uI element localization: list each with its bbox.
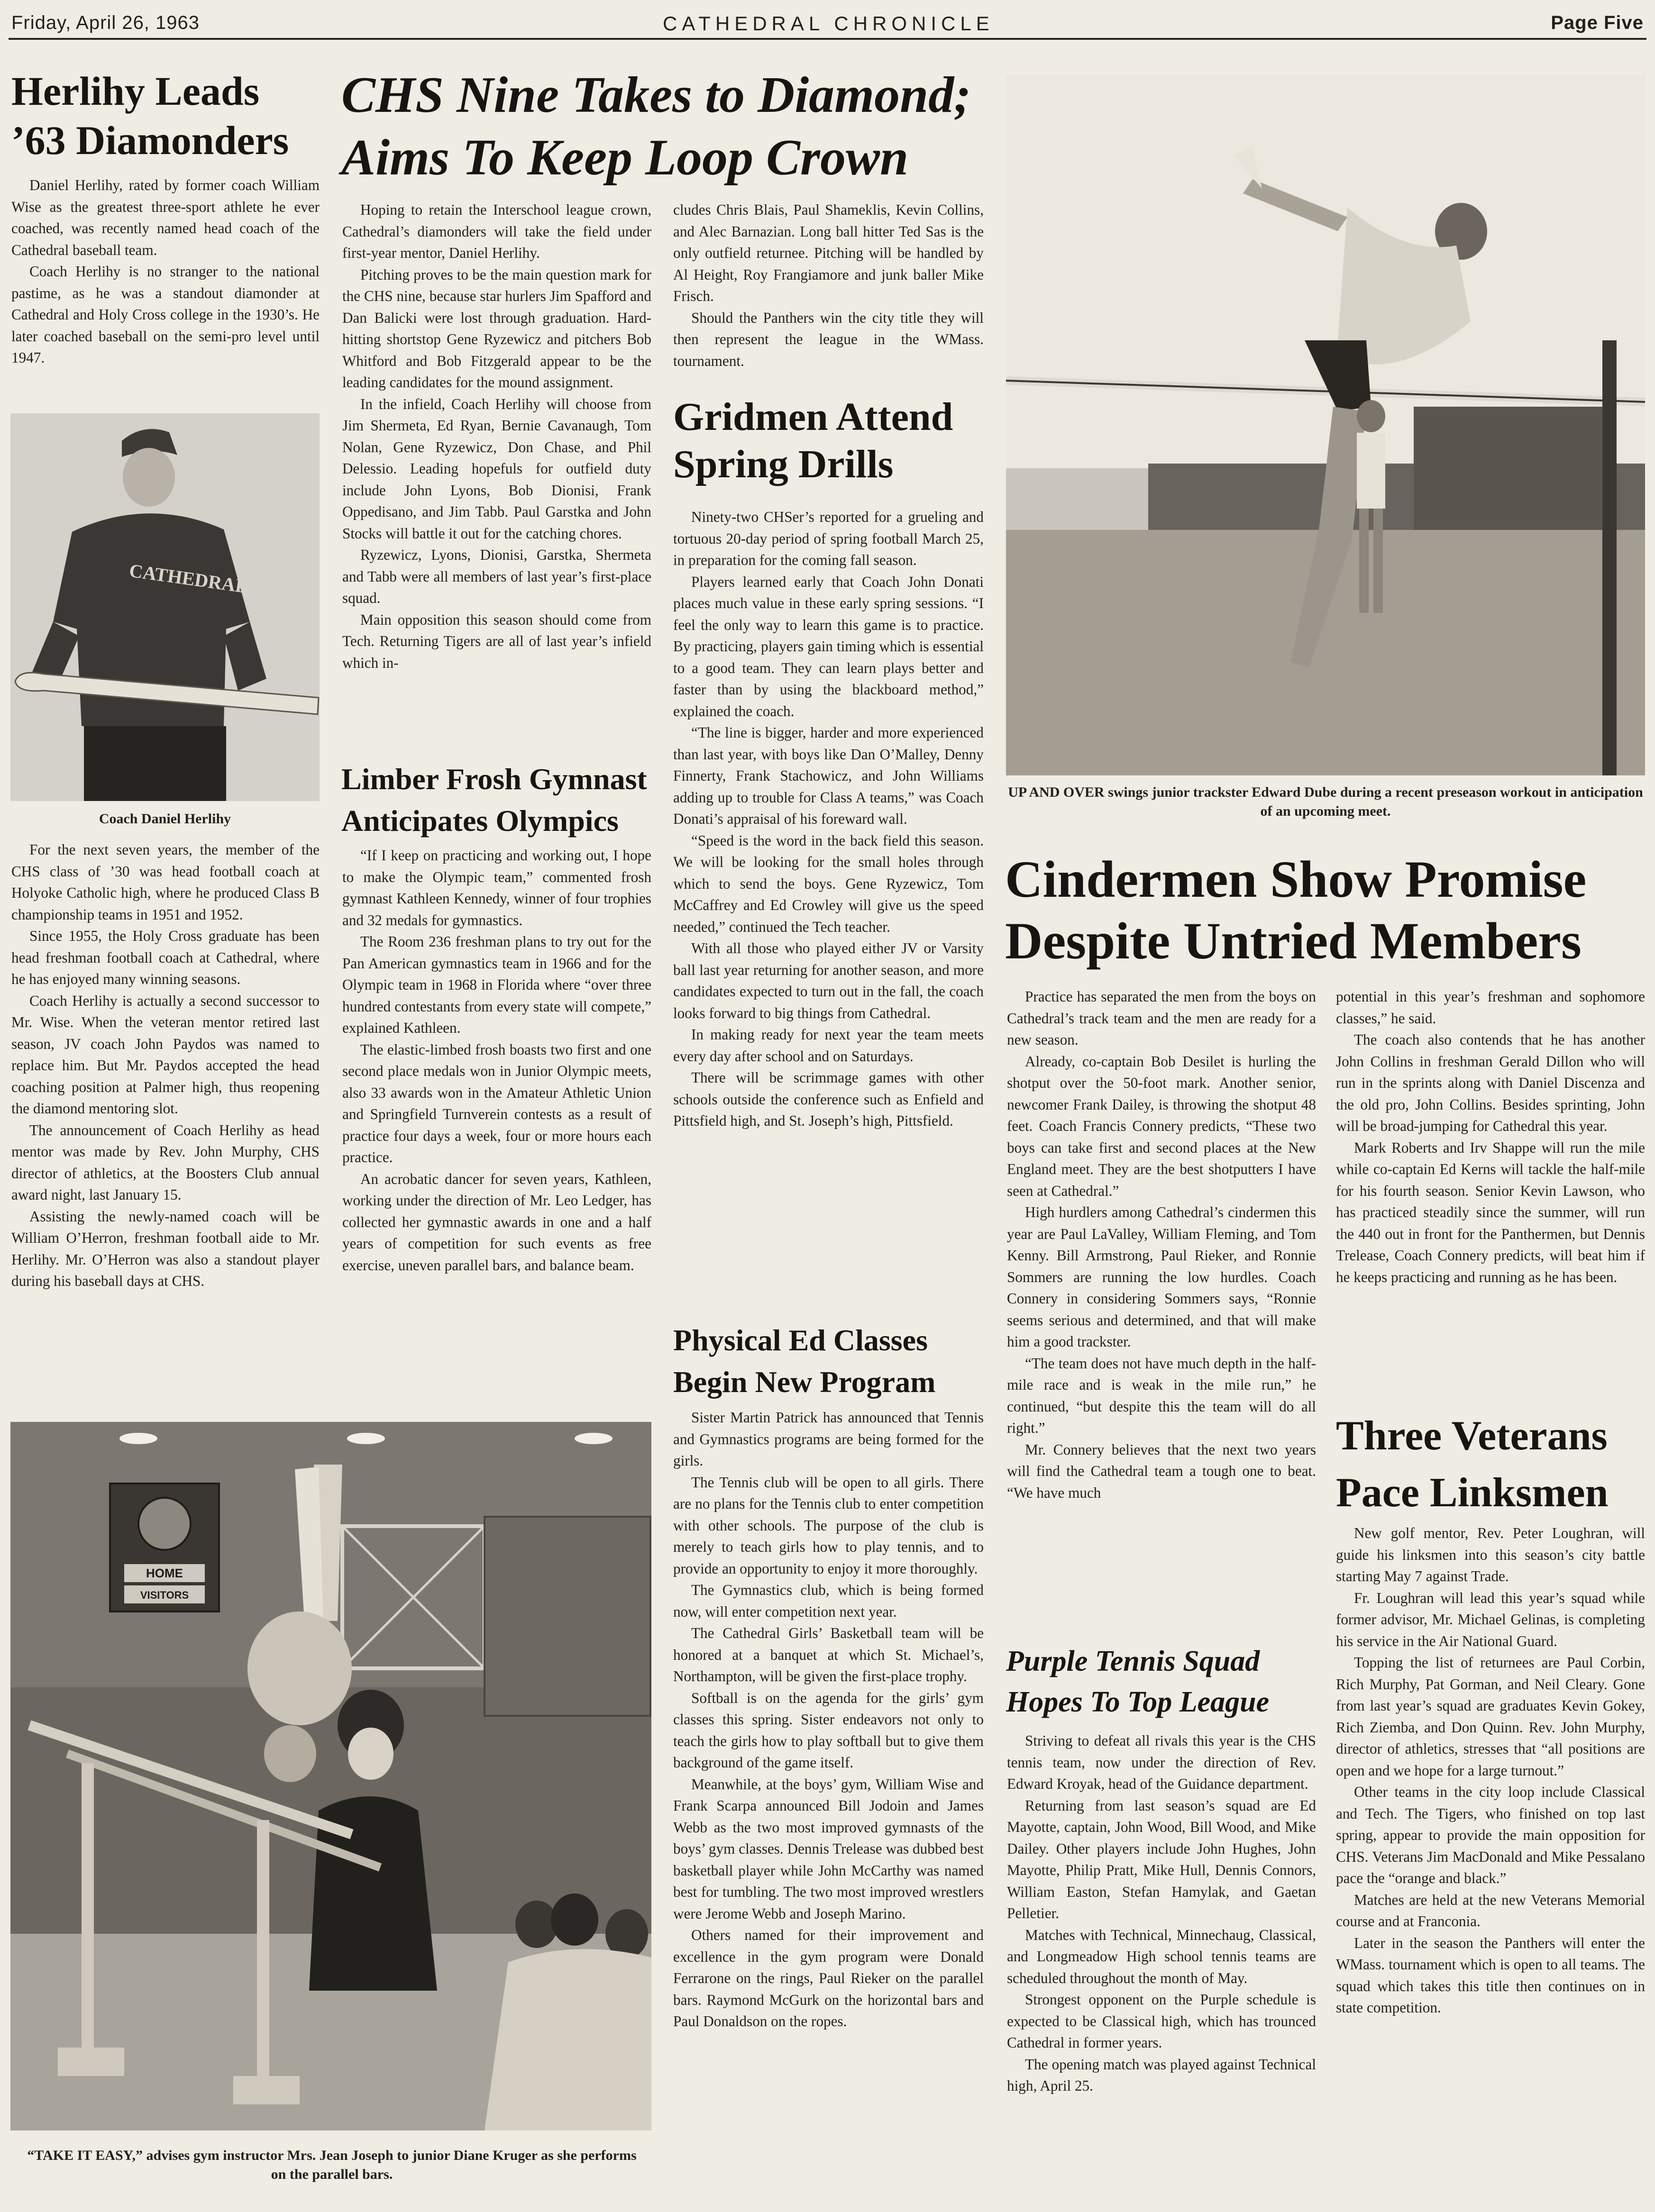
caption-high-jump: UP AND OVER swings junior trackster Edward Dube during a recent preseason workout in anticipation of an upcoming meet.: [1008, 784, 1643, 819]
article-limber-frosh: “If I keep on practicing and working out, I hope to make the Olympic team,” commented frosh gymnast Kathleen Kennedy, winner of four trophies and 32 medals for gymnastics. The Room 236 freshman plans to try out for the Pan American gymnastics team in 1966 and for the Olympic team in 1968 in Florida where “over three hundred contestants from every state will compete,” explained Kathleen. The elastic-limbed frosh boasts two first and one second place medals won in Junior Olympic meets, also 33 awards won in the Amateur Athletic Union and Springfield Turnverein contests as a result of practice four days a week, four or more hours each practice. An acrobatic dancer for seven years, Kathleen, working under the direction of Mr. Leo Ledger, has collected her gymnastic awards in one and a half years of competition for such events as free exercise, uneven parallel bars, and balance beam.: [342, 847, 651, 1274]
sweater-lettering: CATHEDRAL: [128, 559, 250, 598]
masthead: [9, 9, 1646, 40]
newspaper-name: CATHEDRAL CHRONICLE: [663, 12, 994, 35]
headline-gridmen: Gridmen Attend Spring Drills: [673, 395, 953, 486]
article-herlihy-body: For the next seven years, the member of the CHS class of ’30 was head football coach at Holyoke Catholic high, where he produced Class B championship teams in 1951 and 1952. Since 1955, the Holy Cross graduate has been head freshman football coach at Cathedral, where he has enjoyed many winning seasons. Coach Herlihy is actually a second successor to Mr. Wise. When the veteran mentor retired last season, JV coach John Paydos was named to replace him. But Mr. Paydos accepted the head coaching position at Palmer high, thus reopening the diamond mentoring slot. The announcement of Coach Herlihy as head mentor was made by Rev. John Murphy, CHS director of athletics, at the Boosters Club annual award night, last January 15. Assisting the newly-named coach will be William O’Herron, freshman football aide to Mr. Herlihy. Mr. O’Herron was also a standout player during his baseball days at CHS.: [11, 841, 320, 1289]
scoreboard: [110, 1484, 219, 1611]
article-physical-ed: Sister Martin Patrick has announced that Tennis and Gymnastics programs are being formed for the girls. The Tennis club will be open to all girls. There are no plans for the Tennis club to enter competition with other schools. The purpose of the club is merely to teach girls how to play tennis, and to provide an opportunity to enjoy it more thoroughly. The Gymnastics club, which is being formed now, will enter competition next year. The Cathedral Girls’ Basketball team will be honored at a banquet at which St. Michael’s, Northampton, will be given the first-place trophy. Softball is on the agenda for the girls’ gym classes this spring. Sister endeavors not only to teach the girls how to play softball but to give them background of the game itself. Meanwhile, at the boys’ gym, William Wise and Frank Scarpa announced Bill Jodoin and James Webb as the two most improved gymnasts of the boys’ gym classes. Dennis Trelease was dubbed best basketball player while John McCarthy was named best for tumbling. The two most improved wrestlers were Jerome Webb and Joseph Marino. Others named for their improvement and excellence in the gym program were Donald Ferrarone on the rings, Paul Rieker on the parallel bars. Raymond McGurk on the horizontal bars and Paul Donaldson on the ropes.: [673, 1409, 984, 2030]
caption-parallel-bars: “TAKE IT EASY,” advises gym instructor Mrs. Jean Joseph to junior Diane Kruger as she performs on the parallel bars.: [27, 2148, 637, 2182]
headline-physical-ed: Physical Ed Classes Begin New Program: [673, 1323, 936, 1399]
article-cindermen-col1: Practice has separated the men from the boys on Cathedral’s track team and the men are ready for a new season. Already, co-captain Bob Desilet is hurling the shotput over the 50-foot mark. Another senior, newcomer Frank Dailey, is throwing the shotput 48 feet. Coach Francis Connery predicts, “These two boys can take first and second places at the New England meet. They are the best shotputters I have seen at Cathedral.” High hurdlers among Cathedral’s cindermen this year are Paul LaValley, William Fleming, and Tom Kenny. Bill Armstrong, Paul Rieker, and Ronnie Sommers are running the low hurdles. Coach Connery in considering Sommers says, “Ronnie seems serious and determined, and that will make him a good trackster. “The team does not have much depth in the half-mile race and is weak in the mile run,” he continued, “but despite this the team will do all right.” Mr. Connery believes that the next two years will find the Cathedral team a tough one to beat. “We have much: [1007, 988, 1316, 1501]
article-cindermen-col2: potential in this year’s freshman and sophomore classes,” he said. The coach also contends that he has another John Collins in freshman Gerald Dillon who will run in the sprints along with Daniel Discenza and the old pro, John Collins. Besides sprinting, John will be broad-jumping for Cathedral this year. Mark Roberts and Irv Shappe will run the mile while co-captain Ed Kerns will tackle the half-mile for his fourth season. Senior Kevin Lawson, who has practiced steadily since the summer, will run the 440 out in front for the Panthermen, but Dennis Trelease, Coach Connery predicts, will beat him if he keeps practicing and running as he has been.: [1336, 988, 1645, 1285]
headline-chs-nine: CHS Nine Takes to Diamond; Aims To Keep Loop Crown: [341, 67, 971, 186]
issue-date: Friday, April 26, 1963: [11, 12, 200, 33]
headline-herlihy: Herlihy Leads ’63 Diamonders: [11, 68, 289, 163]
caption-herlihy-photo: Coach Daniel Herlihy: [99, 811, 231, 827]
photo-parallel-bars: [10, 1422, 651, 2130]
headline-cindermen: Cindermen Show Promise Despite Untried Members: [1005, 850, 1587, 970]
headline-tennis: Purple Tennis Squad Hopes To Top League: [1006, 1645, 1270, 1718]
svg-text:HOME: HOME: [146, 1566, 183, 1580]
svg-text:VISITORS: VISITORS: [140, 1589, 189, 1601]
headline-limber-frosh: Limber Frosh Gymnast Anticipates Olympics: [341, 762, 647, 837]
article-herlihy-intro: Daniel Herlihy, rated by former coach William Wise as the greatest three-sport athlete he ever coached, was recently named head coach of the Cathedral baseball team. Coach Herlihy is no stranger to the national pastime, as he was a standout diamonder at Cathedral and Holy Cross college in the 1930’s. He later coached baseball on the semi-pro level until 1947.: [11, 177, 320, 366]
article-chs-nine-col1: Hoping to retain the Interschool league crown, Cathedral’s diamonders will take the field under first-year mentor, Daniel Herlihy. Pitching proves to be the main question mark for the CHS nine, because star hurlers Jim Spafford and Dan Balicki were lost through graduation. Hard-hitting shortstop Gene Ryzewicz and pitchers Bob Whitford and Bob Fitzgerald appear to be the leading candidates for the mound assignment. In the infield, Coach Herlihy will choose from Jim Shermeta, Ed Ryan, Bernie Cavanaugh, Tom Nolan, Gene Ryzewicz, Don Chase, and Phil Delessio. Leading hopefuls for outfield duty include John Lyons, Bob Dionisi, Frank Oppedisano, and Jim Tabb. Paul Garstka and John Stocks will battle it out for the catching chores. Ryzewicz, Lyons, Dionisi, Garstka, Shermeta and Tabb were all members of last year’s first-place squad. Main opposition this season should come from Tech. Returning Tigers are all of last year’s infield which in-: [342, 201, 651, 671]
photo-coach-herlihy: [10, 413, 320, 801]
article-linksmen: New golf mentor, Rev. Peter Loughran, will guide his linksmen into this season’s city battle starting May 7 against Trade. Fr. Loughran will lead this year’s squad while former advisor, Mr. Michael Gelinas, is completing his service in the Air National Guard. Topping the list of returnees are Paul Corbin, Rich Murphy, Pat Gorman, and Neil Cleary. Gone from last year’s squad are graduates Kevin Gokey, Rich Ziemba, and Don Quinn. Rev. John Murphy, director of athletics, stresses that “all positions are open and we hope for a large turnout.” Other teams in the city loop include Classical and Tech. The Tigers, who finished on top last spring, appear to provide the main opposition for CHS. Veterans Jim MacDonald and Mike Pessalano pace the “orange and black.” Matches are held at the new Veterans Memorial course and at Franconia. Later in the season the Panthers will enter the WMass. tournament which is open to all teams. The squad which takes this title then continues on in state competition.: [1336, 1525, 1645, 2016]
article-gridmen: Ninety-two CHSer’s reported for a grueling and tortuous 20-day period of spring football March 25, in preparation for the coming fall season. Players learned early that Coach John Donati places much value in these early spring sessions. “I feel the only way to learn this game is to practice. By practicing, players gain timing which is essential to a good team. They can learn plays better and faster than by using the blackboard method,” explained the coach. “The line is bigger, harder and more experienced than last year, with boys like Dan O’Malley, Denny Finnerty, Frank Stachowicz, and John Williams adding up to trouble for Class A teams,” was Coach Donati’s appraisal of his foreward wall. “Speed is the word in the back field this season. We will be looking for the small holes through which to send the boys. Gene Ryzewicz, Tom McCaffrey and Ed Crowley will give us the speed needed,” continued the Tech teacher. With all those who played either JV or Varsity ball last year returning for another season, and more candidates expected to turn out in the fall, the coach looks forward to big things from Cathedral. In making ready for next year the team meets every day after school and on Saturdays. There will be scrimmage games with other schools outside the conference such as Enfield and Pittsfield high, and St. Joseph’s high, Pittsfield.: [673, 509, 984, 1129]
headline-linksmen: Three Veterans Pace Linksmen: [1336, 1413, 1609, 1516]
article-tennis: Striving to defeat all rivals this year is the CHS tennis team, now under the direction of Rev. Edward Kroyak, head of the Guidance department. Returning from last season’s squad are Ed Mayotte, captain, John Wood, Bill Wood, and Mike Dailey. Other players include John Hughes, John Mayotte, Philip Pratt, Mike Hull, Dennis Connors, William Easton, Stefan Hamylak, and Gaetan Pelletier. Matches with Technical, Minnechaug, Classical, and Longmeadow High school tennis teams are scheduled throughout the month of May. Strongest opponent on the Purple schedule is expected to be Classical high, which has trounced Cathedral in former years. The opening match was played against Technical high, April 25.: [1007, 1732, 1316, 2094]
page-number: Page Five: [1551, 12, 1644, 33]
article-chs-nine-col2: cludes Chris Blais, Paul Shameklis, Kevin Collins, and Alec Barnazian. Long ball hitter Ted Sas is the only outfield returnee. Pitching will be handled by Al Height, Roy Frangiamore and junk baller Mike Frisch. Should the Panthers win the city title they will then represent the league in the WMass. tournament.: [673, 201, 984, 369]
photo-high-jump: [1006, 75, 1645, 775]
